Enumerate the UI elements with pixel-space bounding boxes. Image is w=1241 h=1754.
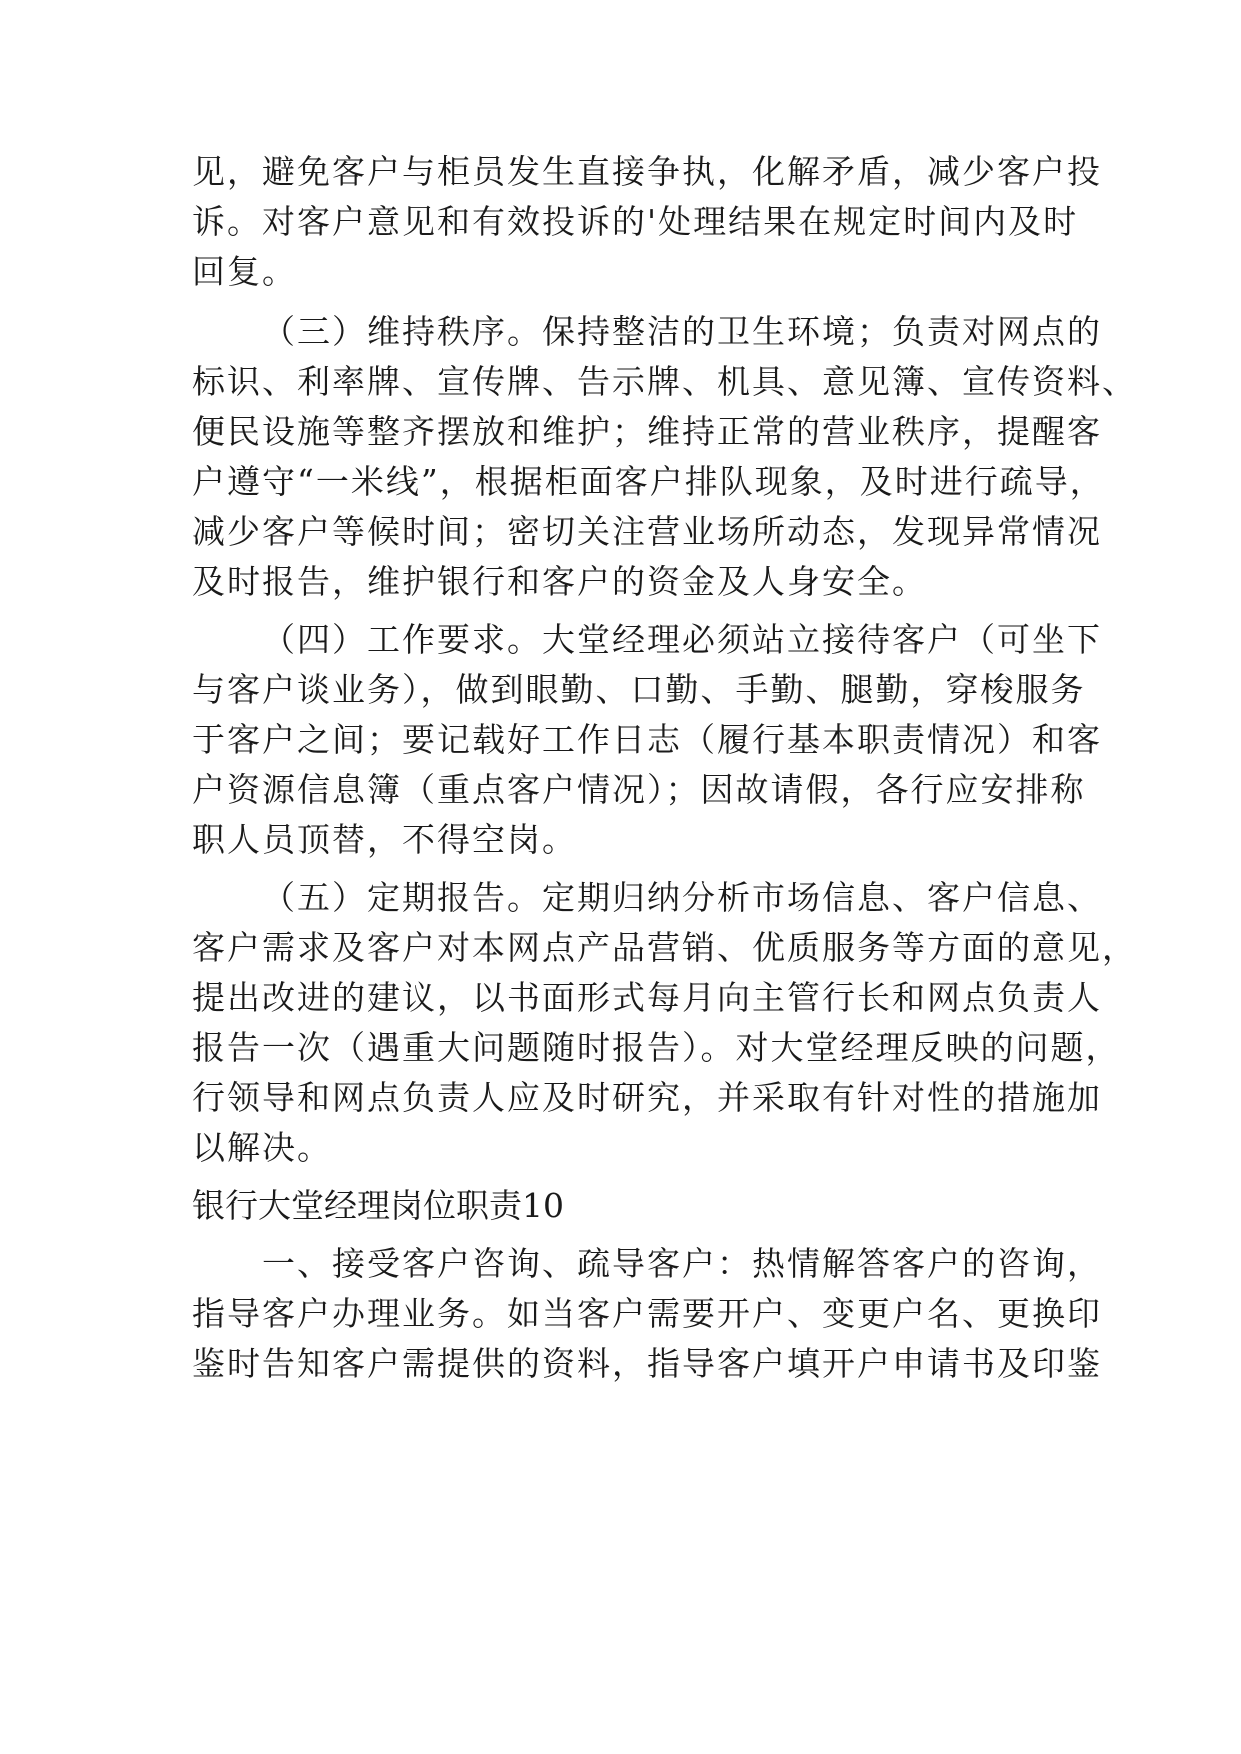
paragraph-start-line: （三）维持秩序。保持整洁的卫生环境；负责对网点的 (262, 312, 1102, 351)
text-line: 客户需求及客户对本网点产品营销、优质服务等方面的意见， (192, 928, 1137, 967)
paragraph-start-line: （四）工作要求。大堂经理必须站立接待客户（可坐下 (262, 620, 1102, 659)
text-line: 于客户之间；要记载好工作日志（履行基本职责情况）和客 (192, 720, 1102, 759)
text-line: 见，避免客户与柜员发生直接争执，化解矛盾，减少客户投 (192, 152, 1102, 191)
text-line: 户遵守“一米线”，根据柜面客户排队现象，及时进行疏导， (192, 462, 1105, 501)
text-line: 便民设施等整齐摆放和维护；维持正常的营业秩序，提醒客 (192, 412, 1102, 451)
text-line: 户资源信息簿（重点客户情况）；因故请假，各行应安排称 (192, 770, 1086, 809)
text-line: 职人员顶替，不得空岗。 (192, 820, 577, 859)
text-line: 减少客户等候时间；密切关注营业场所动态，发现异常情况 (192, 512, 1102, 551)
text-line: 及时报告，维护银行和客户的资金及人身安全。 (192, 562, 927, 601)
section-heading: 银行大堂经理岗位职责10 (192, 1186, 564, 1225)
text-line: 行领导和网点负责人应及时研究，并采取有针对性的措施加 (192, 1078, 1102, 1117)
text-line: 与客户谈业务），做到眼勤、口勤、手勤、腿勤，穿梭服务 (192, 670, 1086, 709)
text-line: 提出改进的建议，以书面形式每月向主管行长和网点负责人 (192, 978, 1102, 1017)
text-line: 鉴时告知客户需提供的资料，指导客户填开户申请书及印鉴 (192, 1344, 1102, 1383)
text-line: 报告一次（遇重大问题随时报告）。对大堂经理反映的问题， (192, 1028, 1121, 1067)
text-line: 标识、利率牌、宣传牌、告示牌、机具、意见簿、宣传资料、 (192, 362, 1137, 401)
paragraph-start-line: （五）定期报告。定期归纳分析市场信息、客户信息、 (262, 878, 1102, 917)
paragraph-start-line: 一、接受客户咨询、疏导客户：热情解答客户的咨询， (262, 1244, 1102, 1283)
text-line: 诉。对客户意见和有效投诉的'处理结果在规定时间内及时 (192, 202, 1079, 241)
text-line: 指导客户办理业务。如当客户需要开户、变更户名、更换印 (192, 1294, 1102, 1333)
text-line: 回复。 (192, 252, 297, 291)
text-line: 以解决。 (192, 1128, 332, 1167)
